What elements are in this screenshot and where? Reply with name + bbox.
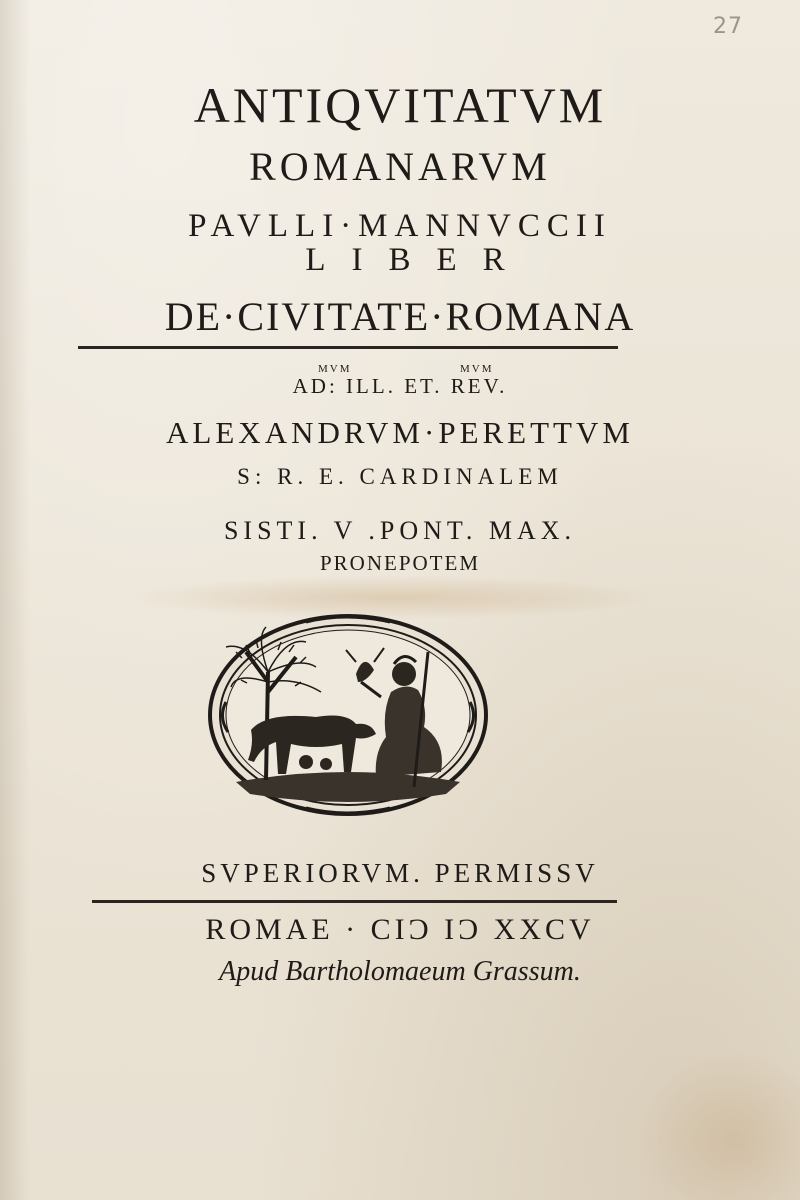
subtitle-line: DE·CIVITATE·ROMANA	[164, 294, 636, 339]
title-rule	[78, 346, 618, 349]
dedication-pope: SISTI. V .PONT. MAX.	[223, 516, 577, 545]
corner-stain	[640, 1050, 800, 1200]
liber-line: LIBER	[305, 242, 531, 278]
dedicatee-title: S: R. E. CARDINALEM	[237, 464, 563, 489]
dedication-line-1: AD: ILL. ET. REV.	[292, 374, 508, 398]
printer-line: Apud Bartholomaeum Grassum.	[219, 956, 581, 987]
imprint-rule	[92, 900, 617, 903]
place-date-line: ROMAE · CIƆ IƆ XXCV	[205, 913, 595, 946]
title-line-1: ANTIQVITATVM	[193, 77, 607, 133]
dedication-pronepotem: PRONEPOTEM	[319, 551, 481, 575]
superscript-ill: MVM	[318, 363, 352, 375]
she-wolf-emblem-icon	[206, 612, 490, 818]
permission-line: SVPERIORVM. PERMISSV	[201, 858, 599, 888]
superscript-rev: MVM	[460, 363, 494, 375]
author-line: PAVLLI·MANNVCCII	[188, 208, 612, 244]
dedicatee-name: ALEXANDRVM·PERETTVM	[166, 415, 634, 450]
title-line-2: ROMANARVM	[249, 144, 551, 189]
handwritten-page-number: 27	[713, 14, 743, 39]
